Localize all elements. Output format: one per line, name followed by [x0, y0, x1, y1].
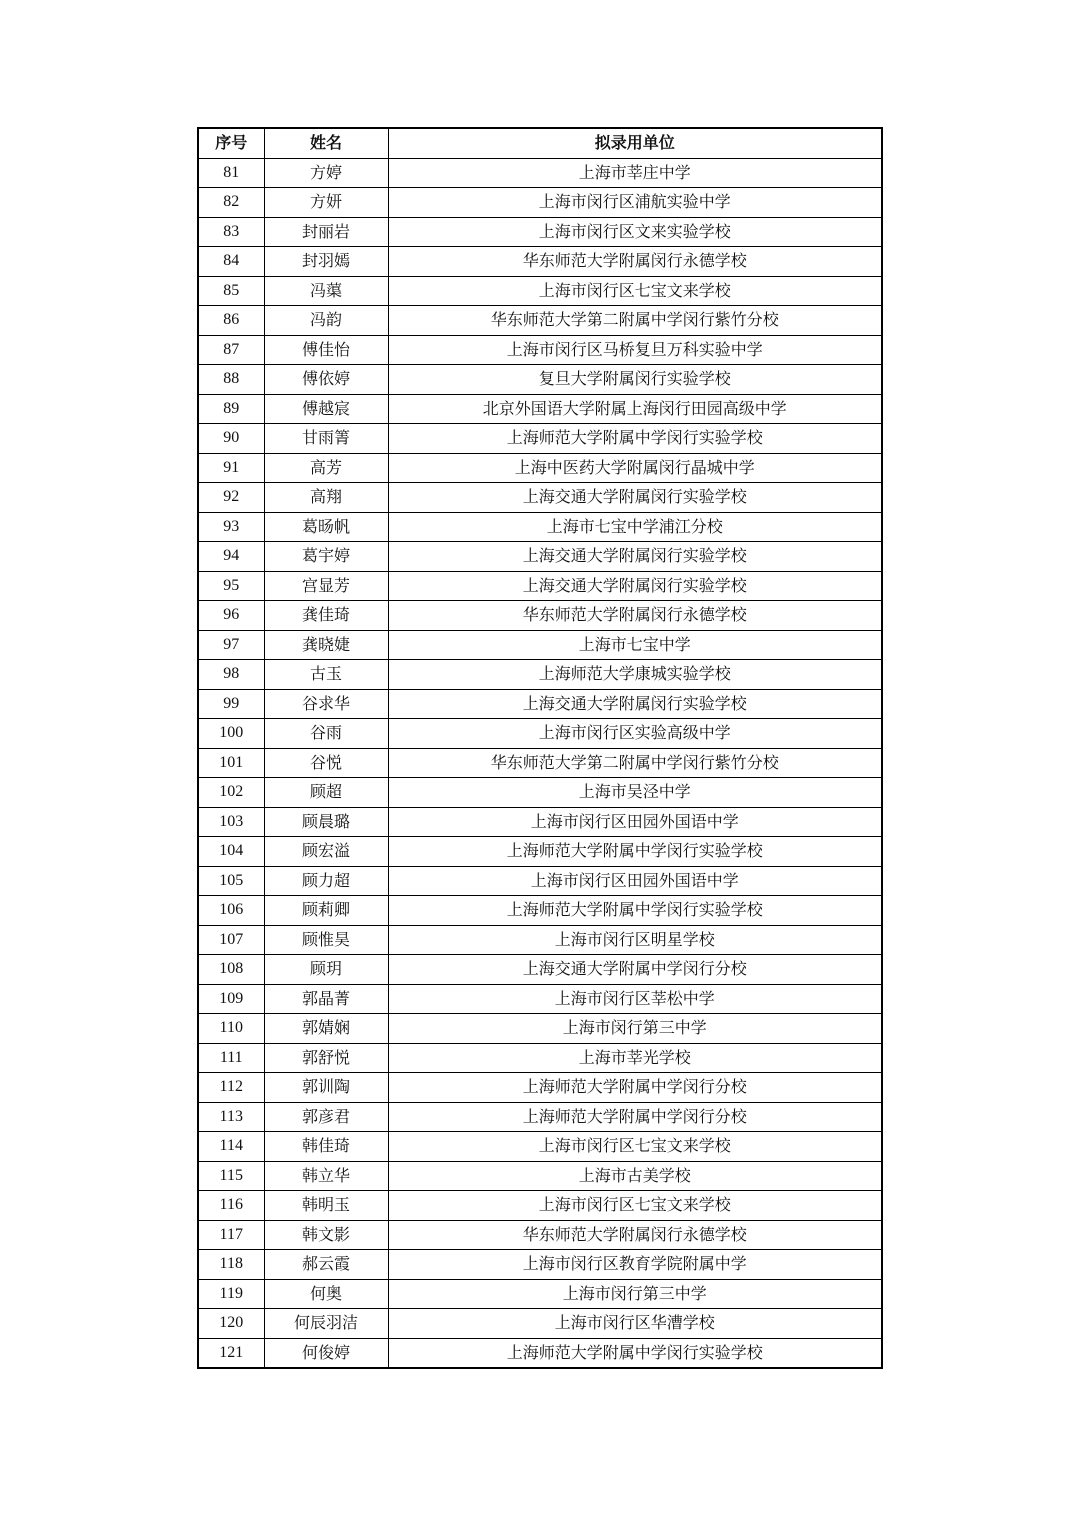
- cell-hiring-unit: 上海师范大学附属中学闵行实验学校: [388, 896, 882, 926]
- cell-name: 何俊婷: [264, 1338, 388, 1368]
- table-row: [198, 1073, 882, 1103]
- table-row: [198, 984, 882, 1014]
- cell-serial-number: 111: [198, 1043, 264, 1073]
- cell-hiring-unit: 华东师范大学附属闵行永德学校: [388, 1220, 882, 1250]
- table-row: [198, 424, 882, 454]
- cell-serial-number: 121: [198, 1338, 264, 1368]
- cell-hiring-unit: 上海市闵行区实验高级中学: [388, 719, 882, 749]
- cell-hiring-unit: 上海交通大学附属闵行实验学校: [388, 483, 882, 513]
- table-row: [198, 306, 882, 336]
- cell-name: 顾惟昊: [264, 925, 388, 955]
- table-row: [198, 719, 882, 749]
- cell-hiring-unit: 上海师范大学附属中学闵行实验学校: [388, 424, 882, 454]
- cell-hiring-unit: 上海市吴泾中学: [388, 778, 882, 808]
- cell-hiring-unit: 上海市闵行区文来实验学校: [388, 217, 882, 247]
- cell-serial-number: 117: [198, 1220, 264, 1250]
- cell-serial-number: 119: [198, 1279, 264, 1309]
- cell-name: 冯韵: [264, 306, 388, 336]
- roster-table: [197, 127, 883, 1369]
- cell-hiring-unit: 上海师范大学附属中学闵行分校: [388, 1102, 882, 1132]
- table-header: [198, 128, 882, 158]
- cell-name: 高芳: [264, 453, 388, 483]
- table-row: [198, 748, 882, 778]
- cell-name: 郭婧娴: [264, 1014, 388, 1044]
- table-row: [198, 188, 882, 218]
- cell-hiring-unit: 上海市莘光学校: [388, 1043, 882, 1073]
- cell-name: 龚晓婕: [264, 630, 388, 660]
- table-row: [198, 483, 882, 513]
- cell-hiring-unit: 上海市闵行区田园外国语中学: [388, 807, 882, 837]
- header-hiring-unit: 拟录用单位: [388, 128, 882, 158]
- cell-name: 傅越宸: [264, 394, 388, 424]
- cell-name: 郝云霞: [264, 1250, 388, 1280]
- cell-hiring-unit: 上海市闵行第三中学: [388, 1279, 882, 1309]
- cell-serial-number: 86: [198, 306, 264, 336]
- cell-hiring-unit: 北京外国语大学附属上海闵行田园高级中学: [388, 394, 882, 424]
- header-serial-number: 序号: [198, 128, 264, 158]
- cell-hiring-unit: 华东师范大学第二附属中学闵行紫竹分校: [388, 748, 882, 778]
- cell-hiring-unit: 上海交通大学附属中学闵行分校: [388, 955, 882, 985]
- cell-name: 高翔: [264, 483, 388, 513]
- cell-serial-number: 83: [198, 217, 264, 247]
- cell-serial-number: 103: [198, 807, 264, 837]
- cell-name: 韩文影: [264, 1220, 388, 1250]
- cell-hiring-unit: 上海市闵行区七宝文来学校: [388, 1132, 882, 1162]
- cell-serial-number: 110: [198, 1014, 264, 1044]
- cell-serial-number: 108: [198, 955, 264, 985]
- table-row: [198, 601, 882, 631]
- cell-hiring-unit: 华东师范大学附属闵行永德学校: [388, 247, 882, 277]
- cell-serial-number: 106: [198, 896, 264, 926]
- cell-hiring-unit: 华东师范大学附属闵行永德学校: [388, 601, 882, 631]
- table-row: [198, 896, 882, 926]
- cell-hiring-unit: 上海市闵行区七宝文来学校: [388, 1191, 882, 1221]
- cell-name: 古玉: [264, 660, 388, 690]
- table-row: [198, 689, 882, 719]
- cell-name: 封羽嫣: [264, 247, 388, 277]
- cell-serial-number: 81: [198, 158, 264, 188]
- cell-hiring-unit: 上海交通大学附属闵行实验学校: [388, 571, 882, 601]
- cell-serial-number: 82: [198, 188, 264, 218]
- cell-hiring-unit: 上海交通大学附属闵行实验学校: [388, 689, 882, 719]
- cell-serial-number: 98: [198, 660, 264, 690]
- cell-serial-number: 118: [198, 1250, 264, 1280]
- cell-name: 谷雨: [264, 719, 388, 749]
- cell-serial-number: 87: [198, 335, 264, 365]
- cell-hiring-unit: 上海师范大学附属中学闵行实验学校: [388, 1338, 882, 1368]
- cell-name: 何辰羽洁: [264, 1309, 388, 1339]
- table-row: [198, 1309, 882, 1339]
- cell-serial-number: 99: [198, 689, 264, 719]
- table-row: [198, 1338, 882, 1368]
- table-row: [198, 807, 882, 837]
- table-row: [198, 217, 882, 247]
- cell-name: 顾力超: [264, 866, 388, 896]
- cell-serial-number: 94: [198, 542, 264, 572]
- table-row: [198, 1161, 882, 1191]
- cell-name: 谷求华: [264, 689, 388, 719]
- cell-name: 韩立华: [264, 1161, 388, 1191]
- table-row: [198, 571, 882, 601]
- cell-hiring-unit: 上海师范大学康城实验学校: [388, 660, 882, 690]
- cell-name: 郭晶菁: [264, 984, 388, 1014]
- cell-serial-number: 112: [198, 1073, 264, 1103]
- table-row: [198, 247, 882, 277]
- cell-serial-number: 120: [198, 1309, 264, 1339]
- cell-hiring-unit: 华东师范大学第二附属中学闵行紫竹分校: [388, 306, 882, 336]
- cell-name: 方妍: [264, 188, 388, 218]
- table-row: [198, 335, 882, 365]
- table-row: [198, 1250, 882, 1280]
- cell-name: 顾宏溢: [264, 837, 388, 867]
- cell-name: 韩明玉: [264, 1191, 388, 1221]
- table-row: [198, 1220, 882, 1250]
- cell-hiring-unit: 上海市闵行区七宝文来学校: [388, 276, 882, 306]
- cell-hiring-unit: 上海市闵行区田园外国语中学: [388, 866, 882, 896]
- cell-name: 龚佳琦: [264, 601, 388, 631]
- table-row: [198, 1043, 882, 1073]
- cell-serial-number: 114: [198, 1132, 264, 1162]
- table-row: [198, 925, 882, 955]
- cell-name: 郭彦君: [264, 1102, 388, 1132]
- table-row: [198, 778, 882, 808]
- cell-name: 封丽岩: [264, 217, 388, 247]
- table-row: [198, 542, 882, 572]
- table-row: [198, 1132, 882, 1162]
- cell-hiring-unit: 上海师范大学附属中学闵行实验学校: [388, 837, 882, 867]
- table-row: [198, 955, 882, 985]
- cell-serial-number: 102: [198, 778, 264, 808]
- cell-hiring-unit: 上海市七宝中学浦江分校: [388, 512, 882, 542]
- cell-hiring-unit: 上海市七宝中学: [388, 630, 882, 660]
- table-row: [198, 276, 882, 306]
- table-body: [198, 158, 882, 1368]
- table-row: [198, 1014, 882, 1044]
- header-row: [198, 128, 882, 158]
- table-row: [198, 394, 882, 424]
- cell-serial-number: 88: [198, 365, 264, 395]
- cell-name: 甘雨箐: [264, 424, 388, 454]
- table-row: [198, 512, 882, 542]
- table-row: [198, 866, 882, 896]
- cell-name: 谷悦: [264, 748, 388, 778]
- cell-name: 冯蕖: [264, 276, 388, 306]
- cell-name: 顾莉卿: [264, 896, 388, 926]
- cell-serial-number: 97: [198, 630, 264, 660]
- cell-name: 郭训陶: [264, 1073, 388, 1103]
- cell-serial-number: 104: [198, 837, 264, 867]
- cell-serial-number: 109: [198, 984, 264, 1014]
- cell-serial-number: 96: [198, 601, 264, 631]
- cell-hiring-unit: 上海市闵行区马桥复旦万科实验中学: [388, 335, 882, 365]
- cell-name: 顾玥: [264, 955, 388, 985]
- cell-serial-number: 90: [198, 424, 264, 454]
- cell-hiring-unit: 上海市莘庄中学: [388, 158, 882, 188]
- cell-name: 顾超: [264, 778, 388, 808]
- cell-serial-number: 105: [198, 866, 264, 896]
- cell-hiring-unit: 上海市闵行区浦航实验中学: [388, 188, 882, 218]
- cell-serial-number: 116: [198, 1191, 264, 1221]
- table-row: [198, 453, 882, 483]
- cell-name: 傅依婷: [264, 365, 388, 395]
- cell-serial-number: 95: [198, 571, 264, 601]
- table-row: [198, 630, 882, 660]
- cell-name: 何奥: [264, 1279, 388, 1309]
- cell-serial-number: 113: [198, 1102, 264, 1132]
- cell-serial-number: 89: [198, 394, 264, 424]
- cell-name: 韩佳琦: [264, 1132, 388, 1162]
- cell-name: 葛旸帆: [264, 512, 388, 542]
- cell-serial-number: 85: [198, 276, 264, 306]
- cell-name: 宫显芳: [264, 571, 388, 601]
- cell-serial-number: 92: [198, 483, 264, 513]
- cell-name: 傅佳怡: [264, 335, 388, 365]
- cell-name: 葛宇婷: [264, 542, 388, 572]
- cell-name: 方婷: [264, 158, 388, 188]
- cell-serial-number: 100: [198, 719, 264, 749]
- cell-serial-number: 107: [198, 925, 264, 955]
- cell-hiring-unit: 上海师范大学附属中学闵行分校: [388, 1073, 882, 1103]
- cell-hiring-unit: 上海市闵行区教育学院附属中学: [388, 1250, 882, 1280]
- table-row: [198, 1191, 882, 1221]
- table-row: [198, 660, 882, 690]
- table-row: [198, 365, 882, 395]
- table-row: [198, 1102, 882, 1132]
- cell-hiring-unit: 上海交通大学附属闵行实验学校: [388, 542, 882, 572]
- cell-hiring-unit: 复旦大学附属闵行实验学校: [388, 365, 882, 395]
- cell-serial-number: 115: [198, 1161, 264, 1191]
- cell-name: 顾晨璐: [264, 807, 388, 837]
- cell-hiring-unit: 上海市闵行区华漕学校: [388, 1309, 882, 1339]
- cell-name: 郭舒悦: [264, 1043, 388, 1073]
- cell-hiring-unit: 上海市闵行第三中学: [388, 1014, 882, 1044]
- cell-serial-number: 84: [198, 247, 264, 277]
- cell-hiring-unit: 上海市闵行区明星学校: [388, 925, 882, 955]
- cell-serial-number: 91: [198, 453, 264, 483]
- table-row: [198, 1279, 882, 1309]
- cell-hiring-unit: 上海市古美学校: [388, 1161, 882, 1191]
- cell-hiring-unit: 上海市闵行区莘松中学: [388, 984, 882, 1014]
- cell-serial-number: 93: [198, 512, 264, 542]
- cell-hiring-unit: 上海中医药大学附属闵行晶城中学: [388, 453, 882, 483]
- cell-serial-number: 101: [198, 748, 264, 778]
- table-row: [198, 837, 882, 867]
- header-name: 姓名: [264, 128, 388, 158]
- table-row: [198, 158, 882, 188]
